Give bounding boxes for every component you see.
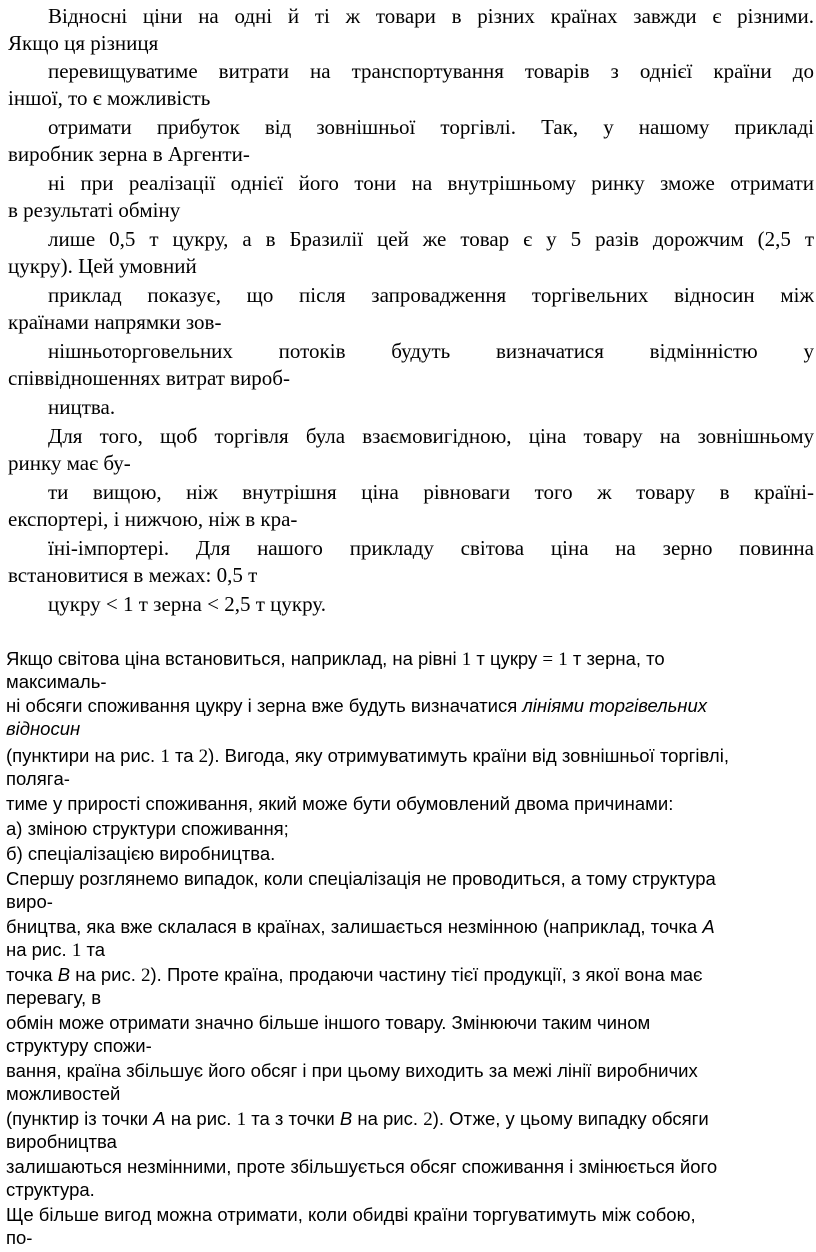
paragraph-line: виро-	[6, 891, 53, 912]
paragraph-line: максималь-	[6, 671, 107, 692]
paragraph-line: Ще більше вигод можна отримати, коли обидві країни торгуватимуть між собою,	[6, 1204, 696, 1225]
paragraph-line: (пунктири на рис. 1 та 2). Вигода, яку отримуватимуть країни від зовнішньої торгівлі,	[6, 745, 729, 767]
paragraph-line: Для того, щоб торгівля була взаємовигідною, ціна товару на зовнішньому	[48, 424, 814, 448]
paragraph-line: нішньоторговельних потоків будуть визначатися відмінністю у	[48, 339, 814, 363]
paragraph-line: залишаються незмінними, проте збільшується обсяг споживання і змінюється його	[6, 1156, 718, 1177]
paragraph-line: ринку має бу-	[8, 451, 131, 475]
paragraph-line: ти вищою, ніж внутрішня ціна рівноваги того ж товару в країні-	[48, 480, 814, 504]
paragraph-line: можливостей	[6, 1083, 121, 1104]
paragraph-line: виробництва	[6, 1131, 117, 1152]
paragraph-line: вання, країна збільшує його обсяг і при цьому виходить за межі лінії виробничих	[6, 1060, 698, 1081]
paragraph-line: країнами напрямки зов-	[8, 310, 222, 334]
paragraph-line: Спершу розглянемо випадок, коли спеціалізація не проводиться, а тому структура	[6, 868, 716, 889]
paragraph-line: ні при реалізації однієї його тони на внутрішньому ринку зможе отримати	[48, 171, 814, 195]
paragraph-line: (пунктир із точки А на рис. 1 та з точки В на рис. 2). Отже, у цьому випадку обсяги	[6, 1108, 709, 1130]
paragraph-line: тиме у прирості споживання, який може бути обумовлений двома причинами:	[6, 793, 674, 814]
paragraph-line: структура.	[6, 1179, 95, 1200]
paragraph-line: їні-імпортері. Для нашого прикладу світова ціна на зерно повинна	[48, 536, 814, 560]
paragraph-line: полягa-	[6, 768, 70, 789]
paragraph-line: ні обсяги споживання цукру і зерна вже будуть визначатися лініями торгівельних	[6, 695, 708, 716]
paragraph-line: перевищуватиме витрати на транспортування товарів з однієї країни до	[48, 59, 814, 83]
paragraph-line: лише 0,5 т цукру, а в Бразилії цей же товар є у 5 разів дорожчим (2,5 т	[48, 227, 814, 251]
paragraph-line: на рис. 1 та	[6, 939, 106, 961]
paragraph-line: встановитися в межах: 0,5 т	[8, 563, 258, 587]
paragraph-line: іншої, то є можливість	[8, 86, 211, 110]
paragraph-line: виробник зерна в Аргенти-	[8, 142, 250, 166]
paragraph-line: співвідношеннях витрат вироб-	[8, 366, 290, 390]
paragraph-line: приклад показує, що після запровадження торгівельних відносин між	[48, 283, 814, 307]
paragraph-line: по-	[6, 1227, 33, 1248]
paragraph-line: ництва.	[48, 395, 116, 419]
paragraph-line: обмін може отримати значно більше іншого товару. Змінюючи таким чином	[6, 1012, 651, 1033]
paragraph-line: Відносні ціни на одні й ті ж товари в різних країнах завжди є різними.	[48, 4, 814, 28]
paragraph-line: відносин	[6, 718, 81, 739]
paragraph-line: експортері, і нижчою, ніж в кра-	[8, 507, 298, 531]
paragraph-line: перевагу, в	[6, 987, 102, 1008]
list-item: б) спеціалізацією виробництва.	[6, 843, 276, 864]
paragraph-line: Якщо світова ціна встановиться, наприклад, на рівні 1 т цукру = 1 т зерна, то	[6, 648, 665, 670]
paragraph-line: в результаті обміну	[8, 198, 181, 222]
paragraph-line: цукру). Цей умовний	[8, 254, 197, 278]
paragraph-line: структуру спожи-	[6, 1035, 152, 1056]
list-item: а) зміною структури споживання;	[6, 818, 289, 839]
paragraph-line: бництва, яка вже склалася в країнах, залишається незмінною (наприклад, точка А	[6, 916, 715, 937]
paragraph-line: Якщо ця різниця	[8, 31, 159, 55]
paragraph-line: точка В на рис. 2). Проте країна, продаючи частину тієї продукції, з якої вона має	[6, 964, 703, 986]
paragraph-line: цукру < 1 т зерна < 2,5 т цукру.	[48, 592, 326, 616]
paragraph-line: отримати прибуток від зовнішньої торгівлі. Так, у нашому прикладі	[48, 115, 814, 139]
